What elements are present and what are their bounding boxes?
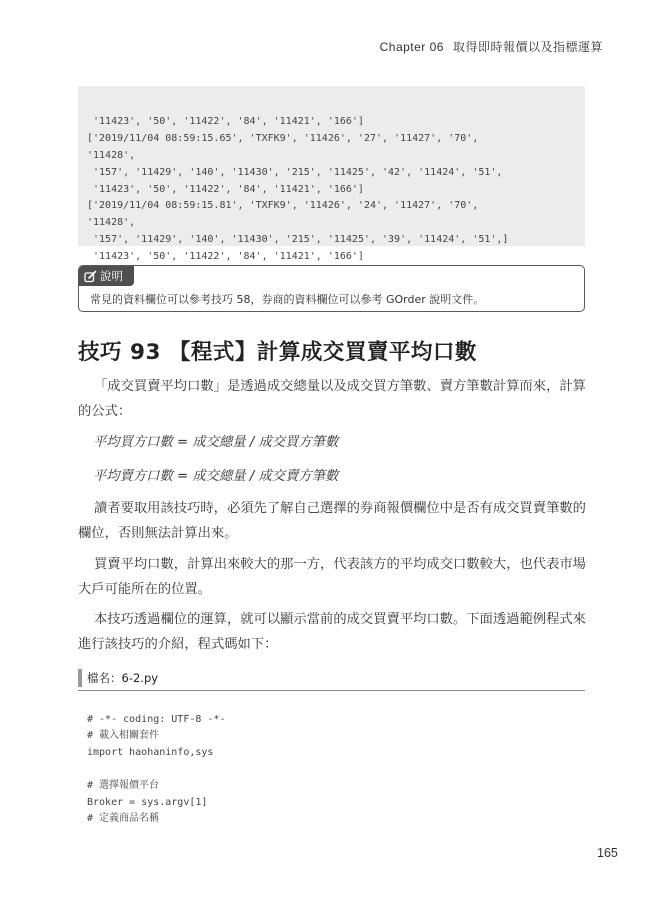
note-box — [78, 265, 585, 312]
page-header — [380, 38, 603, 55]
intro-text: 「成交買賣平均口數」是透過成交總量以及成交買方筆數、賣方筆數計算而來，計算的公式： — [78, 379, 586, 419]
code-line: '11428', — [87, 217, 136, 229]
file-name-label: 檔名：6-2.py — [78, 669, 158, 687]
note-header — [79, 266, 134, 286]
section-title: 技巧 93 【程式】計算成交買賣平均口數 — [78, 340, 477, 365]
output-code-block — [78, 86, 585, 263]
paragraph-1 — [78, 496, 590, 546]
note-text: 常見的資料欄位可以參考技巧 58，券商的資料欄位可以參考 GOrder 說明文件。 — [90, 293, 485, 306]
listing-line: import haohaninfo,sys — [87, 746, 214, 758]
paragraph-2-text: 買賣平均口數，計算出來較大的那一方，代表該方的平均成交口數較大，也代表市場大戶可能所在的位置。 — [78, 557, 586, 597]
listing-line: # 選擇報價平台 — [87, 779, 160, 791]
code-line: '157', '11429', '140', '11430', '215', '11425', '39', '11424', '51',] — [87, 234, 509, 246]
paragraph-3 — [78, 607, 590, 657]
page-number: 165 — [597, 846, 618, 860]
code-line: '11423', '50', '11422', '84', '11421', '166'] — [87, 115, 364, 127]
listing-line — [87, 761, 225, 778]
paragraph-1-text: 讀者要取用該技巧時，必須先了解自己選擇的券商報價欄位中是否有成交買賣筆數的欄位，否則無法計算出來。 — [78, 501, 586, 541]
code-line: ['2019/11/04 08:59:15.65', 'TXFK9', '11426', '27', '11427', '70', — [87, 132, 479, 144]
code-line: '157', '11429', '140', '11430', '215', '11425', '42', '11424', '51', — [87, 166, 503, 178]
code-line: '11428', — [87, 149, 136, 161]
formula-sell: 平均賣方口數 = 成交總量 / 成交賣方筆數 — [93, 469, 339, 484]
edit-note-icon — [84, 270, 97, 283]
intro-paragraph — [78, 374, 590, 424]
source-listing — [87, 695, 225, 844]
code-line: '11423', '50', '11422', '84', '11421', '166'] — [87, 251, 364, 263]
file-divider — [78, 690, 585, 691]
code-line: '11423', '50', '11422', '84', '11421', '166'] — [87, 183, 364, 195]
formula-buy: 平均買方口數 = 成交總量 / 成交買方筆數 — [93, 435, 339, 450]
paragraph-3-text: 本技巧透過欄位的運算，就可以顯示當前的成交買賣平均口數。下面透過範例程式來進行該技巧的介紹，程式碼如下： — [78, 612, 586, 652]
code-line: ['2019/11/04 08:59:15.81', 'TXFK9', '11426', '24', '11427', '70', — [87, 200, 479, 212]
listing-line: # 載入相關套件 — [87, 730, 160, 742]
listing-line: Broker = sys.argv[1] — [87, 796, 208, 808]
note-label: 說明 — [100, 269, 123, 283]
listing-line: # 定義商品名稱 — [87, 813, 160, 825]
chapter-label: Chapter 06 — [379, 40, 444, 54]
listing-line: # -*- coding: UTF-8 -*- — [87, 713, 226, 725]
paragraph-2 — [78, 552, 590, 602]
chapter-title: 取得即時報價以及指標運算 — [452, 40, 603, 54]
